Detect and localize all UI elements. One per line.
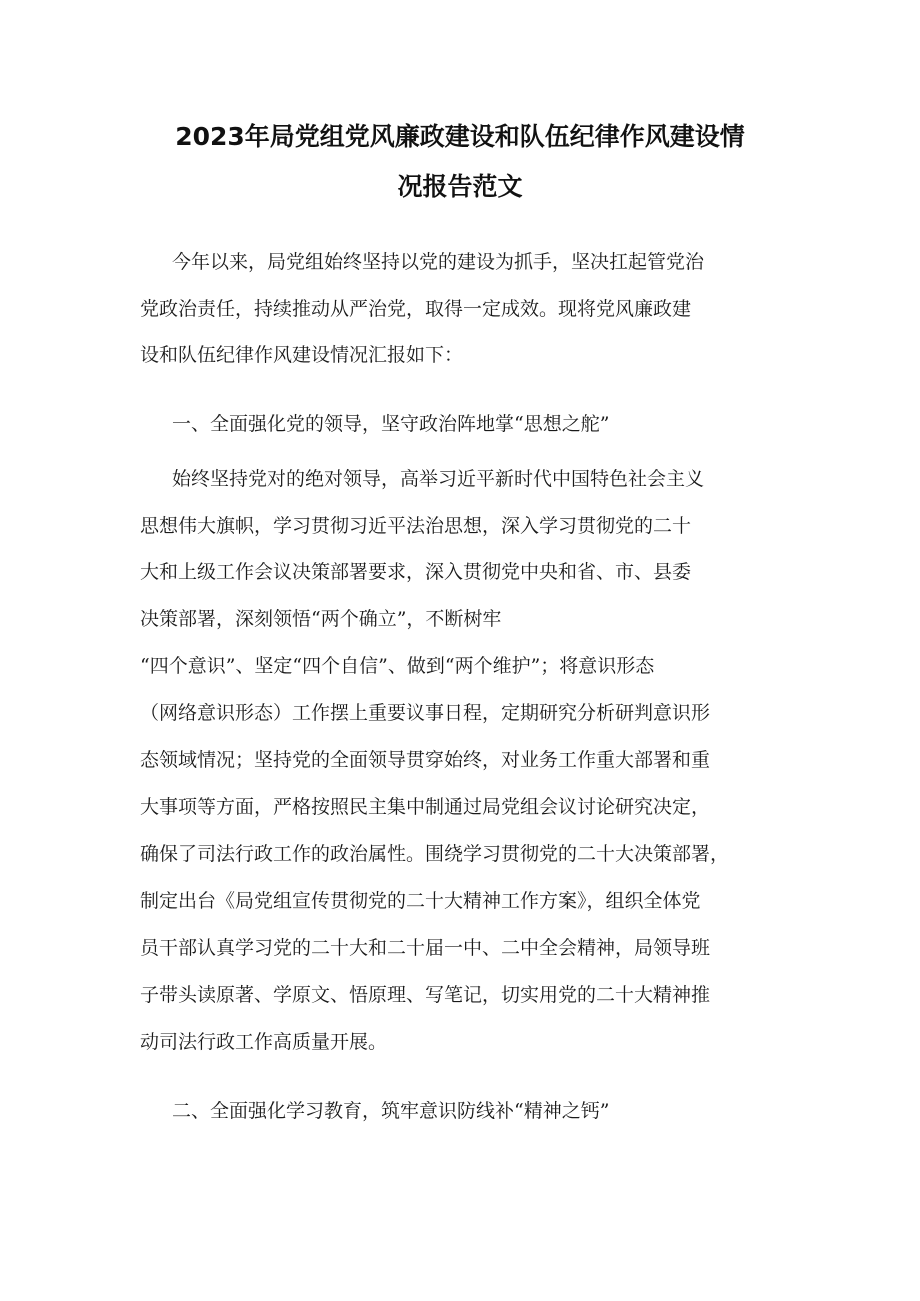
section1-line-10: 制定出台《局党组宣传贯彻党的二十大精神工作方案》，组织全体党 bbox=[140, 890, 701, 912]
section1-line-13: 动司法行政工作高质量开展。 bbox=[140, 1031, 388, 1053]
section-heading-2: 二、全面强化学习教育，筑牢意识防线补“精神之钙” bbox=[172, 1100, 610, 1122]
section1-line-1: 始终坚持党对的绝对领导，高举习近平新时代中国特色社会主义 bbox=[172, 468, 705, 490]
intro-line-3: 设和队伍纪律作风建设情况汇报如下： bbox=[140, 344, 464, 366]
document-title-line-2: 况报告范文 bbox=[397, 172, 523, 201]
document-title-line-1: 2023年局党组党风廉政建设和队伍纪律作风建设情 bbox=[175, 122, 745, 151]
section1-line-7: 态领域情况；坚持党的全面领导贯穿始终，对业务工作重大部署和重 bbox=[140, 749, 711, 771]
section1-line-5: “四个意识”、坚定“四个自信”、做到“两个维护”；将意识形态 bbox=[140, 655, 655, 677]
section1-line-11: 员干部认真学习党的二十大和二十届一中、二中全会精神，局领导班 bbox=[140, 937, 711, 959]
intro-line-1: 今年以来，局党组始终坚持以党的建设为抓手，坚决扛起管党治 bbox=[172, 251, 705, 273]
intro-line-2: 党政治责任，持续推动从严治党，取得一定成效。现将党风廉政建 bbox=[140, 298, 692, 320]
section1-line-2: 思想伟大旗帜，学习贯彻习近平法治思想，深入学习贯彻党的二十 bbox=[140, 515, 692, 537]
section1-line-4: 决策部署，深刻领悟“两个确立”，不断树牢 bbox=[140, 608, 502, 630]
section1-line-8: 大事项等方面，严格按照民主集中制通过局党组会议讨论研究决定， bbox=[140, 796, 711, 818]
section-heading-1: 一、全面强化党的领导，坚守政治阵地掌“思想之舵” bbox=[172, 413, 610, 435]
section1-line-6: （网络意识形态）工作摆上重要议事日程，定期研究分析研判意识形 bbox=[140, 702, 711, 724]
section1-line-3: 大和上级工作会议决策部署要求，深入贯彻党中央和省、市、县委 bbox=[140, 561, 692, 583]
section1-line-12: 子带头读原著、学原文、悟原理、写笔记，切实用党的二十大精神推 bbox=[140, 984, 711, 1006]
section1-line-9: 确保了司法行政工作的政治属性。围绕学习贯彻党的二十大决策部署， bbox=[140, 843, 730, 865]
